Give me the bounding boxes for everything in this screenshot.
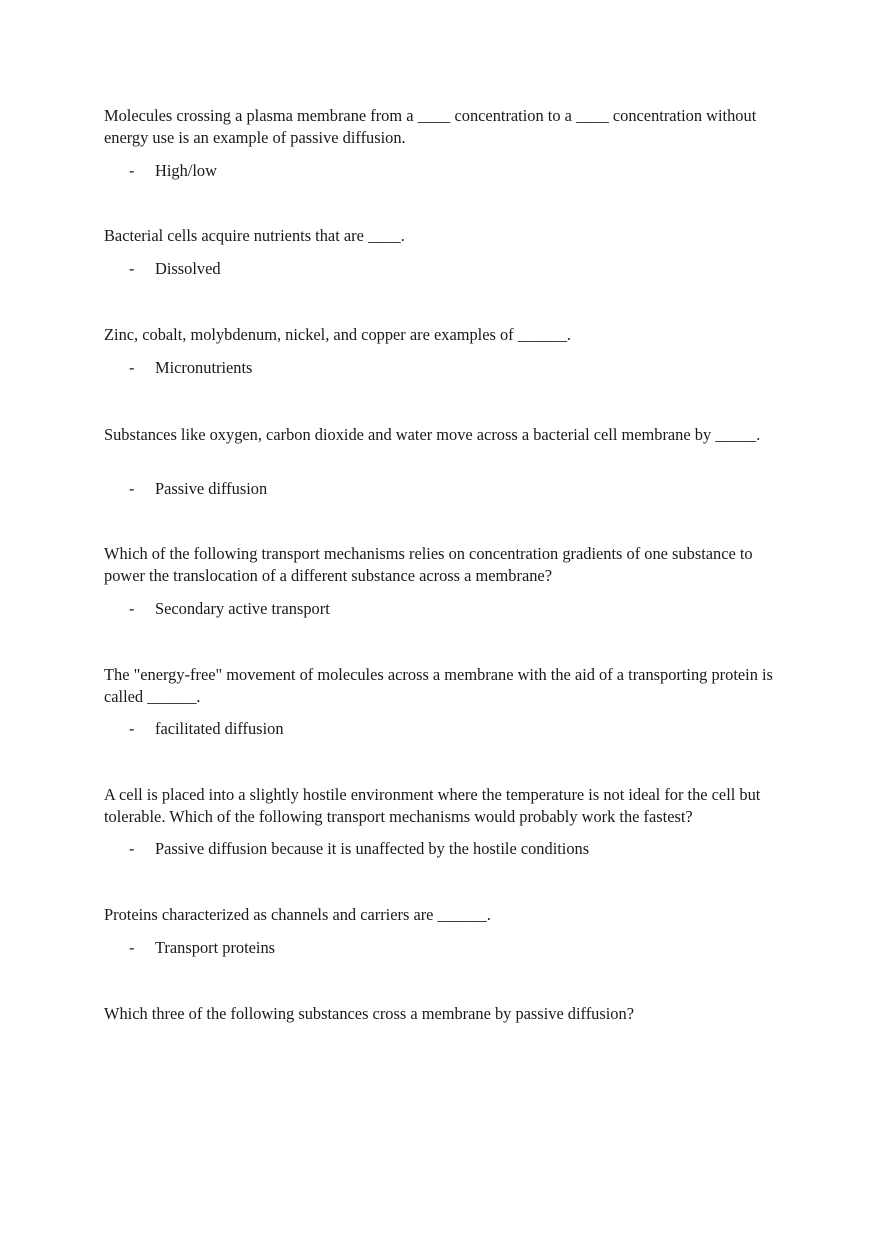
bullet-dash: - bbox=[129, 938, 135, 957]
answer-5 bbox=[129, 598, 330, 620]
answer-text: Micronutrients bbox=[155, 358, 253, 377]
answer-3 bbox=[129, 357, 252, 379]
answer-4 bbox=[129, 478, 267, 500]
question-3: Zinc, cobalt, molybdenum, nickel, and copper are examples of ______. bbox=[104, 325, 571, 344]
bullet-dash: - bbox=[129, 719, 135, 738]
question-1: Molecules crossing a plasma membrane from a ____ concentration to a ____ concentration without energy use is an example of passive diffusion. bbox=[104, 106, 757, 147]
answer-2 bbox=[129, 258, 221, 280]
question-5: Which of the following transport mechanisms relies on concentration gradients of one substance to power the translocation of a different substance across a membrane? bbox=[104, 544, 753, 585]
question-9: Which three of the following substances cross a membrane by passive diffusion? bbox=[104, 1004, 634, 1023]
answer-text: Dissolved bbox=[155, 259, 221, 278]
answer-6 bbox=[129, 718, 284, 740]
bullet-dash: - bbox=[129, 839, 135, 858]
answer-text: Passive diffusion bbox=[155, 479, 268, 498]
question-8: Proteins characterized as channels and carriers are ______. bbox=[104, 905, 491, 924]
bullet-dash: - bbox=[129, 479, 135, 498]
answer-text: Secondary active transport bbox=[155, 599, 330, 618]
answer-7 bbox=[129, 838, 589, 860]
question-6: The "energy-free" movement of molecules across a membrane with the aid of a transporting protein is called ______. bbox=[104, 665, 773, 706]
question-2: Bacterial cells acquire nutrients that are ____. bbox=[104, 226, 405, 245]
question-7: A cell is placed into a slightly hostile environment where the temperature is not ideal for the cell but tolerable. Which of the following transport mechanisms would probably work the fastest? bbox=[104, 785, 761, 826]
question-4: Substances like oxygen, carbon dioxide and water move across a bacterial cell membrane by _____. bbox=[104, 425, 761, 444]
answer-text: facilitated diffusion bbox=[155, 719, 284, 738]
answer-text: Passive diffusion because it is unaffected by the hostile conditions bbox=[155, 839, 590, 858]
bullet-dash: - bbox=[129, 259, 135, 278]
answer-text: High/low bbox=[155, 161, 217, 180]
bullet-dash: - bbox=[129, 358, 135, 377]
bullet-dash: - bbox=[129, 599, 135, 618]
bullet-dash: - bbox=[129, 161, 135, 180]
answer-1 bbox=[129, 160, 217, 182]
answer-8 bbox=[129, 937, 275, 959]
answer-text: Transport proteins bbox=[155, 938, 276, 957]
